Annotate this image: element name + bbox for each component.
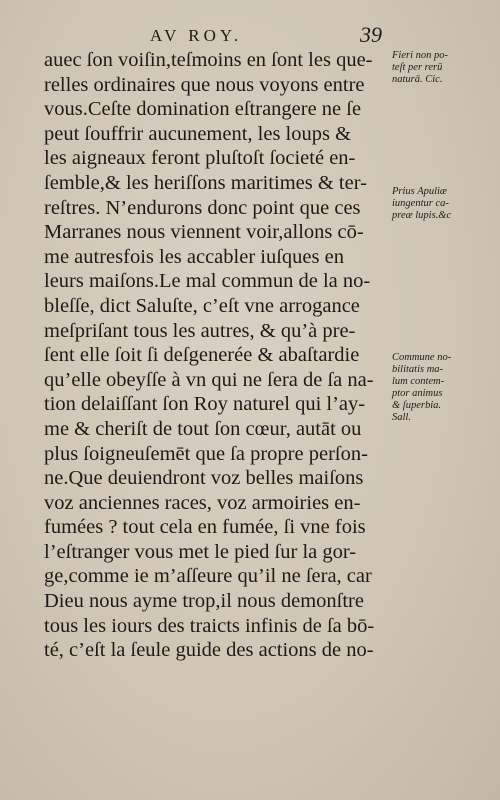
text-line: plus ſoigneuſemēt que ſa propre perſon- <box>44 442 368 465</box>
marginal-note-line: & ſuperbia. <box>392 400 441 411</box>
marginal-note-line: lum contem- <box>392 376 445 387</box>
text-line: me autresfois les accabler iuſques en <box>44 245 344 268</box>
text-line: vous.Ceſte domination eſtrangere ne ſe <box>44 98 362 121</box>
text-line: l’eſtranger vous met le pied ſur la gor- <box>44 540 357 563</box>
text-line: tous les iours des traicts infinis de ſa bō- <box>44 614 375 637</box>
page-number: 39 <box>360 22 382 47</box>
marginal-note-line: bilitatis ma- <box>392 364 444 375</box>
marginal-note-line: ptor animus <box>392 388 443 399</box>
text-line: ne.Que deuiendront voz belles maiſons <box>44 467 364 490</box>
text-line: meſpriſant tous les autres, & qu’à pre- <box>44 319 356 342</box>
text-line: tion delaiſſant ſon Roy naturel qui l’ay- <box>44 393 366 416</box>
marginal-note-line: Prius Apuliæ <box>392 186 447 197</box>
text-line: relles ordinaires que nous voyons entre <box>44 73 365 96</box>
marginal-note-line: Sall. <box>392 412 411 423</box>
marginal-note-line: naturā. Cic. <box>392 74 443 85</box>
running-title: AV ROY. <box>150 26 243 45</box>
text-line: té, c’eſt la ſeule guide des actions de no- <box>44 639 374 662</box>
text-line: reſtres. N’endurons donc point que ces <box>44 196 361 219</box>
marginal-note-line: iungentur ca- <box>392 198 449 209</box>
text-line: ge,comme ie m’aſſeure qu’il ne ſera, car <box>44 565 372 588</box>
text-line: Marranes nous viennent voir,allons cō- <box>44 221 364 244</box>
text-line: les aigneaux feront pluſtoſt ſocieté en- <box>44 147 356 170</box>
text-line: ſent elle ſoit ſi deſgenerée & abaſtardie <box>44 344 360 367</box>
text-line: qu’elle obeyſſe à vn qui ne ſera de ſa na- <box>44 368 374 391</box>
marginal-note-line: Commune no- <box>392 352 452 363</box>
text-line: me & cheriſt de tout ſon cœur, autāt ou <box>44 417 362 440</box>
marginal-note-cicero <box>392 50 500 86</box>
main-text-block <box>44 48 390 663</box>
marginal-note-line: preæ lupis.&c <box>392 210 452 221</box>
text-line: Dieu nous ayme trop,il nous demonſtre <box>44 590 364 613</box>
text-line: voz anciennes races, voz armoiries en- <box>44 491 361 514</box>
text-line: auec ſon voiſin,teſmoins en ſont les que- <box>44 49 373 71</box>
text-line: fumées ? tout cela en fumée, ſi vne fois <box>44 516 366 539</box>
marginal-note-sallust <box>392 352 500 424</box>
marginal-note-line: teſt per rerū <box>392 62 443 73</box>
text-line: bleſſe, dict Saluſte, c’eſt vne arrogance <box>44 294 360 317</box>
text-line: peut ſouffrir aucunement, les loups & <box>44 122 352 145</box>
text-line: leurs maiſons.Le mal commun de la no- <box>44 270 371 293</box>
marginal-note-apulia <box>392 186 500 222</box>
marginal-note-line: Fieri non po- <box>392 50 448 61</box>
text-line: ſemble,& les heriſſons maritimes & ter- <box>44 171 367 194</box>
